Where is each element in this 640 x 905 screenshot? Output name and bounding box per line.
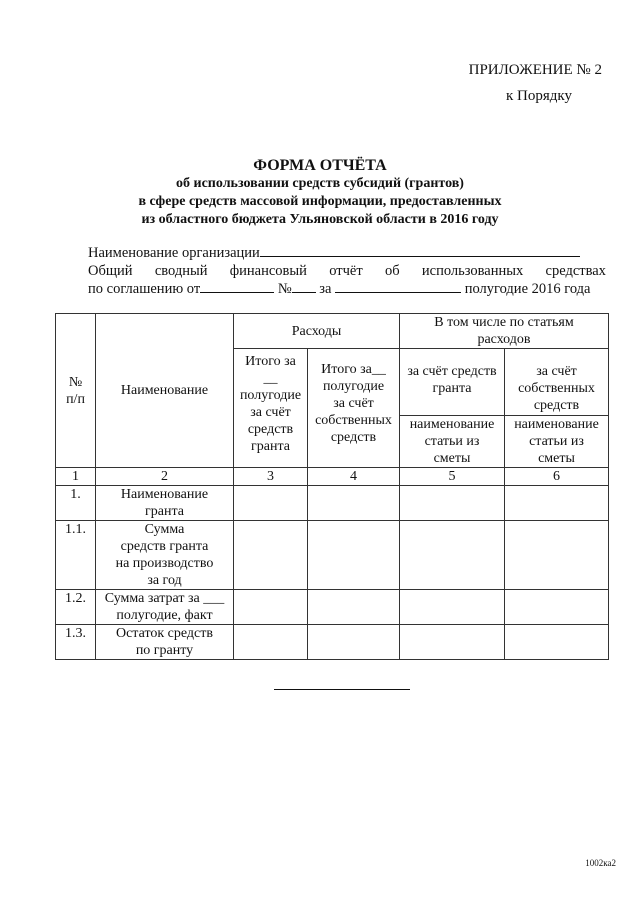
header-spacer — [505, 349, 609, 363]
row-num: 1.2. — [56, 590, 96, 625]
data-cell — [400, 521, 505, 590]
appendix-reference: к Порядку — [506, 88, 572, 104]
header-num: № п/п — [56, 314, 96, 468]
data-cell — [234, 486, 308, 521]
agreement-prefix: по соглашению от — [88, 281, 201, 297]
row-name: Сумма затрат за ___ полугодие, факт — [96, 590, 234, 625]
data-cell — [308, 590, 400, 625]
summary-report-line — [88, 262, 606, 280]
agreement-line — [88, 280, 606, 298]
header-total-grant: Итого за __ полугодие за счёт средств гранта — [234, 349, 308, 468]
header-name: Наименование — [96, 314, 234, 468]
data-cell — [505, 521, 609, 590]
title-line-3: из областного бюджета Ульяновской области в 2016 году — [141, 212, 499, 227]
data-cell — [234, 625, 308, 660]
column-numbers-row — [56, 468, 609, 486]
data-cell — [308, 486, 400, 521]
column-number: 3 — [234, 468, 308, 486]
table-row — [56, 486, 609, 521]
report-table — [55, 313, 609, 660]
header-total-own: Итого за__ полугодие за счёт собственных средств — [308, 349, 400, 468]
table-row — [56, 521, 609, 590]
data-cell — [400, 625, 505, 660]
agreement-suffix: полугодие 2016 года — [464, 281, 591, 297]
summary-word: финансовый — [229, 263, 307, 279]
column-number: 6 — [505, 468, 609, 486]
data-cell — [308, 625, 400, 660]
table-row — [56, 625, 609, 660]
data-cell — [234, 590, 308, 625]
title-main: ФОРМА ОТЧЁТА — [253, 157, 387, 174]
agreement-period-blank — [335, 280, 461, 293]
summary-word: использованных — [421, 263, 524, 279]
row-num: 1.1. — [56, 521, 96, 590]
data-cell — [505, 486, 609, 521]
agreement-number-blank — [292, 280, 316, 293]
header-own-item-name: наименование статьи из сметы — [505, 416, 609, 468]
column-number: 4 — [308, 468, 400, 486]
row-num: 1. — [56, 486, 96, 521]
document-code: 1002ка2 — [585, 858, 616, 868]
agreement-number-label: № — [277, 281, 292, 297]
data-cell — [308, 521, 400, 590]
summary-word: средствах — [545, 263, 606, 279]
header-grant-item-name: наименование статьи из сметы — [400, 416, 505, 468]
appendix-number: ПРИЛОЖЕНИЕ № 2 — [468, 62, 602, 78]
summary-word: Общий — [88, 263, 133, 279]
header-spacer — [400, 349, 505, 363]
row-name: Остаток средств по гранту — [96, 625, 234, 660]
header-own-funds: за счёт собственных средств — [505, 363, 609, 416]
column-number: 1 — [56, 468, 96, 486]
data-cell — [400, 486, 505, 521]
title-line-1: об использовании средств субсидий (грантов) — [176, 176, 464, 191]
agreement-date-blank — [200, 280, 274, 293]
data-cell — [400, 590, 505, 625]
summary-word: отчёт — [329, 263, 363, 279]
row-name: Наименование гранта — [96, 486, 234, 521]
column-number: 2 — [96, 468, 234, 486]
title-line-2: в сфере средств массовой информации, предоставленных — [138, 194, 502, 209]
document-title — [0, 156, 640, 229]
row-name: Сумма средств гранта на производство за год — [96, 521, 234, 590]
data-cell — [234, 521, 308, 590]
row-num: 1.3. — [56, 625, 96, 660]
closing-divider — [274, 689, 410, 690]
header-expenses: Расходы — [234, 314, 400, 349]
summary-word: об — [384, 263, 400, 279]
agreement-for-label: за — [319, 281, 332, 297]
organization-field — [88, 244, 606, 262]
table-row — [56, 590, 609, 625]
header-grant-funds: за счёт средств гранта — [400, 363, 505, 416]
organization-label: Наименование организации — [88, 245, 260, 261]
summary-word: сводный — [154, 263, 208, 279]
data-cell — [505, 590, 609, 625]
data-cell — [505, 625, 609, 660]
column-number: 5 — [400, 468, 505, 486]
header-by-items: В том числе по статьям расходов — [400, 314, 609, 349]
organization-blank — [260, 244, 580, 257]
